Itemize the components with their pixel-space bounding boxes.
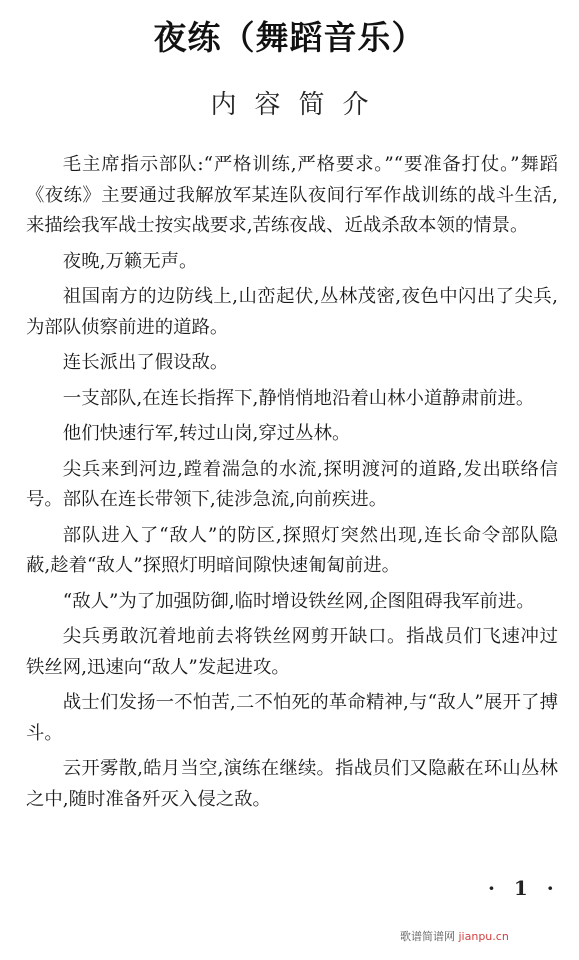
paragraph: 尖兵来到河边,蹚着湍急的水流,探明渡河的道路,发出联络信号。部队在连长带领下,徒涉急流,向前疾进。 (26, 458, 558, 510)
paragraph: 祖国南方的边防线上,山峦起伏,丛林茂密,夜色中闪出了尖兵,为部队侦察前进的道路。 (26, 286, 558, 338)
paragraph: “敌人”为了加强防御,临时增设铁丝网,企图阻碍我军前进。 (62, 590, 535, 612)
body-text (26, 150, 558, 820)
watermark-url: jianpu.cn (458, 930, 509, 943)
watermark (400, 928, 509, 944)
paragraph: 毛主席指示部队:“严格训练,严格要求。”“要准备打仗。”舞蹈《夜练》主要通过我解放军某连队夜间行军作战训练的战斗生活,来描绘我军战士按实战要求,苦练夜战、近战杀敌本领的情景。 (26, 154, 558, 236)
paragraph: 尖兵勇敢沉着地前去将铁丝网剪开缺口。指战员们飞速冲过铁丝网,迅速向“敌人”发起进攻。 (26, 626, 558, 678)
paragraph: 云开雾散,皓月当空,演练在继续。指战员们又隐蔽在环山丛林之中,随时准备歼灭入侵之敌。 (26, 758, 558, 810)
paragraph: 夜晚,万籁无声。 (62, 250, 198, 272)
paragraph: 部队进入了“敌人”的防区,探照灯突然出现,连长命令部队隐蔽,趁着“敌人”探照灯明暗间隙快速匍匐前进。 (26, 524, 558, 576)
paragraph: 他们快速行军,转过山岗,穿过丛林。 (62, 423, 351, 444)
paragraph: 战士们发扬一不怕苦,二不怕死的革命精神,与“敌人”展开了搏斗。 (26, 692, 558, 744)
section-heading: 内容简介 (210, 90, 387, 120)
watermark-site: 歌谱简谱网 (400, 930, 455, 943)
page-number: · 1 · (488, 876, 560, 900)
paragraph: 一支部队,在连长指挥下,静悄悄地沿着山林小道静肃前进。 (62, 387, 535, 409)
page-title: 夜练（舞蹈音乐） (153, 18, 426, 57)
paragraph: 连长派出了假设敌。 (62, 352, 229, 373)
